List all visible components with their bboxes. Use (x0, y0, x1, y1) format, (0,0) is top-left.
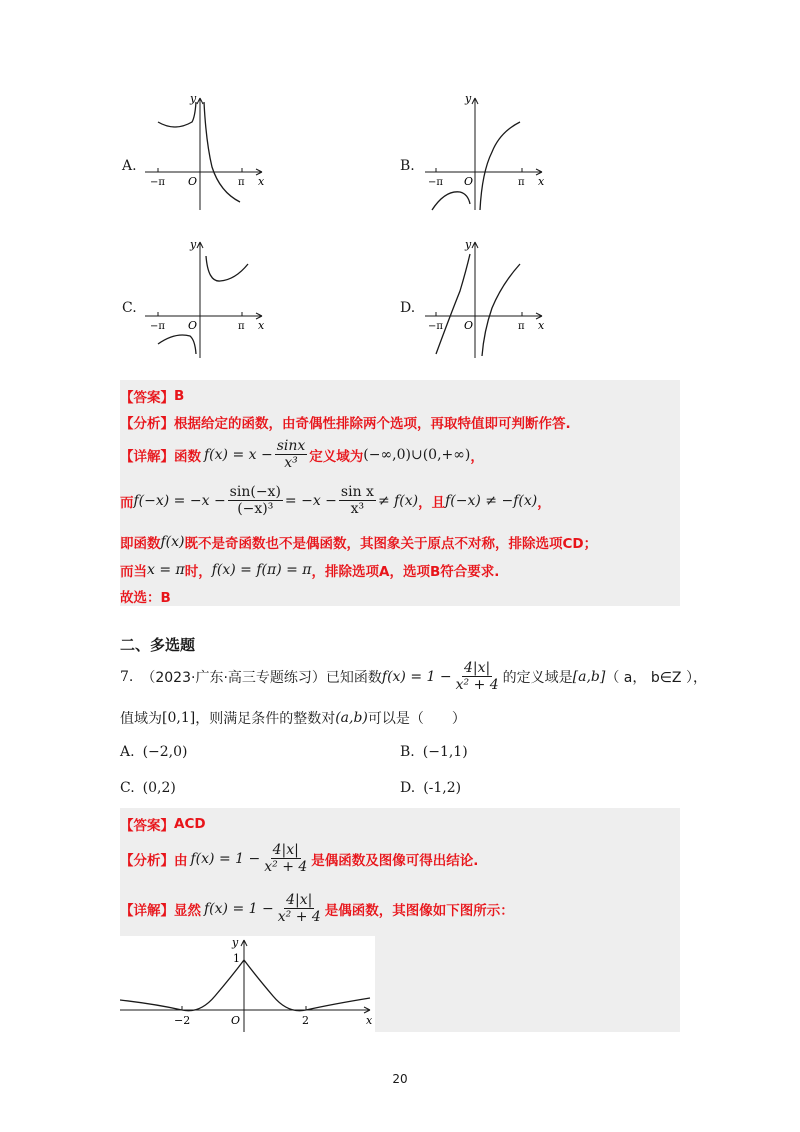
graph-d-y-label: y (465, 238, 472, 251)
graph-a-neg-pi: −π (150, 177, 165, 188)
q6-line2-den1: (−x)³ (237, 501, 274, 517)
q6-detail-func: 函数 (174, 448, 201, 465)
q6-detail-num: sinx (276, 438, 306, 454)
q7-detail-den: x² + 4 (277, 909, 321, 925)
option-c-label: C. (122, 300, 137, 316)
graph-a (140, 92, 270, 212)
q6-line3-a: 即函数 (120, 536, 161, 552)
graph-b-origin: O (464, 175, 474, 188)
q7-cond: （ a， b∈Z ）， (605, 669, 707, 686)
q7-line2-range: [0,1] (162, 710, 196, 726)
q6-line4-b: 时， (184, 564, 212, 580)
graph-b-y-label: y (465, 92, 472, 105)
q6-detail-domain-text: 定义域为 (309, 448, 364, 465)
q6-line3-b: 既不是奇函数也不是偶函数，其图象关于原点不对称，排除选项CD； (184, 536, 598, 552)
q7-line2 (120, 708, 466, 728)
q6-line4-c: ，排除选项A，选项B符合要求. (311, 564, 500, 580)
q7-analysis-num: 4|x| (272, 842, 299, 858)
q6-line2-num2: sin x (340, 484, 374, 500)
graph-d-pi: π (518, 321, 525, 332)
q6-line2-frac2 (339, 484, 376, 517)
q6-analysis-tag: 【分析】 (120, 416, 174, 432)
q7-line2-b: ，则满足条件的整数对 (195, 711, 336, 727)
section-title: 二、多选题 (120, 636, 196, 654)
q7-line1 (120, 660, 707, 693)
q7-domain: [a,b] (572, 668, 606, 685)
bottom-graph-two: 2 (302, 1014, 309, 1027)
q7-answer-tag: 【答案】 (120, 818, 174, 834)
q7-detail-a: 显然 (174, 902, 201, 919)
graph-c-curve-right (206, 256, 248, 281)
q7-fraction (454, 660, 501, 693)
q7-choice-d[interactable] (400, 780, 461, 796)
graph-c-curve-left (158, 335, 196, 354)
bottom-graph-neg-two: −2 (174, 1014, 191, 1027)
q7-detail-fx: f(x) = 1 − (204, 900, 274, 917)
q7-detail-fraction (276, 892, 323, 925)
q7-choice-d-label: D. (400, 780, 416, 796)
q6-answer-line (120, 386, 184, 406)
graph-d-neg-pi: −π (428, 321, 443, 332)
q6-detail-line (120, 438, 484, 471)
q7-analysis-fraction (262, 842, 309, 875)
option-d-label: D. (400, 300, 416, 316)
q6-line4 (120, 560, 499, 580)
q7-num: 4|x| (464, 660, 491, 676)
q6-line2-c: ≠ f(x) (377, 492, 419, 509)
q6-detail-den: x³ (284, 455, 298, 471)
q7-answer-line (120, 814, 206, 834)
q7-analysis-tag: 【分析】 (120, 852, 174, 869)
q6-line2-a: f(−x) = −x − (133, 492, 226, 509)
q7-domain-text: 的定义域是 (502, 669, 573, 686)
graph-b-neg-pi: −π (428, 177, 443, 188)
q7-analysis-b: 是偶函数及图像可得出结论. (311, 852, 479, 869)
q6-line3 (120, 532, 597, 552)
q7-answer-value: ACD (174, 816, 206, 832)
q7-line2-c: 可以是（ ） (367, 711, 466, 727)
q7-choice-a-label: A. (120, 744, 135, 760)
q7-line2-pair: (a,b) (335, 710, 368, 726)
graph-a-curve-left (158, 102, 196, 127)
q6-line2-d: f(−x) ≠ −f(x) (445, 492, 538, 509)
q7-choice-c[interactable] (120, 780, 176, 796)
graph-c (140, 236, 270, 360)
q7-detail-b: 是偶函数，其图像如下图所示： (324, 902, 514, 919)
q7-fx: f(x) = 1 − (381, 668, 452, 685)
q6-detail-comma: ， (470, 448, 484, 465)
graph-c-origin: O (188, 319, 198, 332)
q6-detail-fx: f(x) = x − (204, 446, 273, 463)
page-number: 20 (392, 1072, 408, 1086)
q6-line2-comma: ， (537, 494, 551, 511)
graph-d-curve-right (482, 264, 520, 356)
graph-b (420, 92, 550, 212)
q6-answer-tag: 【答案】 (120, 390, 174, 406)
q7-den: x² + 4 (455, 677, 499, 693)
graph-c-neg-pi: −π (150, 321, 165, 332)
graph-a-origin: O (188, 175, 198, 188)
q7-analysis-fx: f(x) = 1 − (190, 850, 261, 867)
q6-line2-den2: x³ (350, 501, 365, 517)
q7-choice-a[interactable] (120, 744, 187, 760)
q6-detail-fraction (275, 438, 308, 471)
q7-source: （2023·广东·高三专题练习）已知函数 (141, 669, 382, 686)
graph-b-curve-right (480, 122, 520, 210)
q7-number: 7. (120, 668, 134, 685)
q6-line4-a: 而当 (120, 564, 147, 580)
q6-line2-er: 而 (120, 494, 134, 511)
q7-choice-a-value: (−2,0) (142, 744, 188, 760)
q6-line4-eq: x = π (147, 562, 185, 578)
bottom-graph-origin: O (231, 1014, 241, 1027)
q6-line2 (120, 484, 551, 517)
q7-analysis-line (120, 842, 478, 875)
graph-a-curve-right (204, 102, 240, 202)
option-b-label: B. (400, 158, 415, 174)
q6-line2-b: = −x − (284, 492, 337, 509)
q7-detail-num: 4|x| (286, 892, 313, 908)
q6-line2-num1: sin(−x) (229, 484, 281, 500)
q6-answer-value: B (174, 388, 185, 404)
q7-detail-tag: 【详解】 (120, 902, 174, 919)
q6-line2-qie: ，且 (418, 494, 446, 511)
graph-a-pi: π (238, 177, 245, 188)
q7-choice-b-label: B. (400, 744, 415, 760)
q7-choice-b[interactable] (400, 744, 468, 760)
graph-c-pi: π (238, 321, 245, 332)
bottom-graph-y-label: y (232, 936, 239, 949)
q7-choice-d-value: (-1,2) (423, 780, 462, 796)
q7-analysis-den: x² + 4 (264, 859, 308, 875)
option-a-label: A. (122, 158, 137, 174)
q6-detail-domain: (−∞,0)∪(0,+∞) (363, 446, 471, 463)
q7-choice-b-value: (−1,1) (422, 744, 468, 760)
q7-choice-c-label: C. (120, 780, 135, 796)
graph-b-curve-left (432, 192, 470, 210)
graph-d-origin: O (464, 319, 474, 332)
bottom-graph-x-label: x (366, 1014, 373, 1027)
q6-line3-fx: f(x) (160, 534, 185, 550)
q7-choice-c-value: (0,2) (142, 780, 176, 796)
graph-c-y-label: y (190, 238, 197, 251)
q6-detail-tag: 【详解】 (120, 448, 174, 465)
q7-analysis-a: 由 (174, 852, 188, 869)
graph-d (420, 236, 550, 360)
bottom-graph (120, 936, 375, 1032)
q6-analysis-text: 根据给定的函数，由奇偶性排除两个选项，再取特值即可判断作答. (174, 416, 571, 432)
q6-answer-box (120, 380, 680, 606)
graph-c-x-label: x (258, 319, 265, 332)
q6-analysis-line (120, 412, 571, 432)
bottom-graph-one: 1 (233, 952, 240, 965)
graph-b-pi: π (518, 177, 525, 188)
graph-a-x-label: x (258, 175, 265, 188)
q7-detail-line (120, 892, 514, 925)
graph-d-curve-left (436, 254, 470, 354)
q7-line2-a: 值域为 (120, 711, 162, 727)
q6-line2-frac1 (228, 484, 283, 517)
graph-a-y-label: y (190, 92, 197, 105)
q6-line4-eq2: f(x) = f(π) = π (211, 562, 312, 578)
graph-b-x-label: x (538, 175, 545, 188)
q6-line5: 故选：B (120, 590, 171, 606)
graph-d-x-label: x (538, 319, 545, 332)
